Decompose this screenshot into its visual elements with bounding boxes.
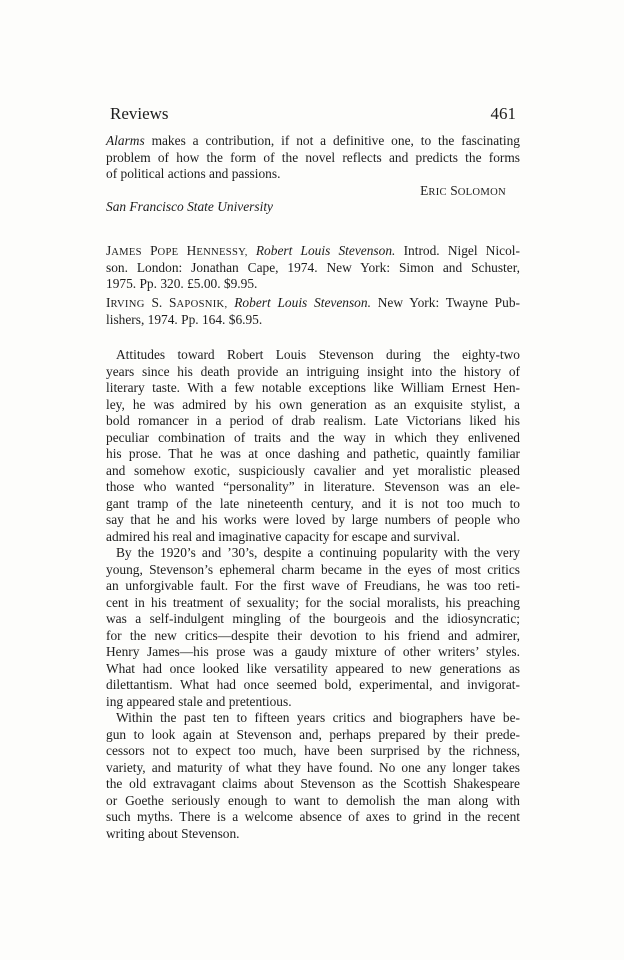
text-line: cessors not to expect too much, have been surprised by the richness, <box>106 743 520 758</box>
review-body <box>106 347 520 842</box>
text-fragment: Introd. Nigel Nicol- <box>395 243 520 258</box>
text-line: Henry James—his prose was a gaudy mixture of other writers’ styles. <box>106 644 520 659</box>
text-line: peculiar combination of traits and the way in which they enlivened <box>106 429 520 445</box>
text-line: literary taste. With a few notable exceptions like William Ernest Hen- <box>106 380 520 395</box>
text-line: What had once looked like versatility appeared to new generations as <box>106 660 520 676</box>
text-line <box>106 133 520 150</box>
running-head-title: Reviews <box>110 104 169 123</box>
book-title-italic: Robert Louis Stevenson. <box>234 295 371 310</box>
author-name-rest: AMES <box>111 247 142 258</box>
reviewer-initial: E <box>420 182 429 198</box>
text-line: dilettantism. What had once seemed bold, experimental, and invigorat- <box>106 677 520 692</box>
author-initial: H <box>186 243 197 258</box>
text-line: admired his real and imaginative capacity for escape and survival. <box>106 528 460 544</box>
text-fragment: makes a contribution, if not a definitive one, to the fascinating <box>144 133 520 148</box>
running-head <box>110 104 516 128</box>
text-line: an unforgivable fault. For the first wave of Freudians, he was too reti- <box>106 578 520 593</box>
reviewer-initial: S <box>450 182 458 198</box>
author-initial: P <box>150 243 158 258</box>
text-line: Attitudes toward Robert Louis Stevenson during the eighty-two <box>116 347 520 362</box>
text-line: those who wanted “personality” in literature. Stevenson was an ele- <box>106 479 520 494</box>
text-line: young, Stevenson’s ephemeral charm became in the eyes of most critics <box>106 561 520 577</box>
author-name-rest: RVING <box>110 299 145 310</box>
text-line: variety, and maturity of what they have found. No one any longer takes <box>106 759 520 775</box>
text-line: ley, he was admired by his own generation as an exquisite stylist, a <box>106 396 520 412</box>
text-line: his prose. That he was at once dashing and pathetic, quaintly familiar <box>106 446 520 461</box>
citation-hennessy <box>106 243 520 293</box>
text-line: such myths. There is a welcome absence of axes to grind in the recent <box>106 809 520 824</box>
citation-line: 1975. Pp. 320. £5.00. $9.95. <box>106 276 258 291</box>
text-line: problem of how the form of the novel reflects and predicts the forms <box>106 149 520 165</box>
book-title-italic: Robert Louis Stevenson. <box>255 243 396 258</box>
text-line: say that he and his works were loved by large numbers of people who <box>106 512 520 527</box>
paragraph-3 <box>106 710 520 842</box>
text-line: or Goethe seriously enough to want to demolish the man along with <box>106 792 520 808</box>
text-line: writing about Stevenson. <box>106 825 240 841</box>
text-line: gant tramp of the late nineteenth century, and it is not too much to <box>106 495 520 511</box>
author-name-rest: APOSNIK, <box>176 299 228 310</box>
text-line: Within the past ten to fifteen years critics and biographers have be- <box>116 710 520 725</box>
author-middle-initial: S. <box>144 295 170 310</box>
previous-review-tail <box>106 133 520 216</box>
text-line: for the new critics—despite their devotion to his friend and admirer, <box>106 627 520 643</box>
reviewer-signature <box>106 183 520 200</box>
text-line: By the 1920’s and ’30’s, despite a continuing popularity with the very <box>116 545 520 560</box>
reviewer-name-rest: OLOMON <box>457 186 506 198</box>
citation-line: lishers, 1974. Pp. 164. $6.95. <box>106 311 263 327</box>
text-line: was a self-indulgent mingling of the bourgeois and the idiosyncratic; <box>106 611 520 626</box>
page-number: 461 <box>490 104 516 123</box>
text-line: gun to look again at Stevenson and, perhaps prepared by their prede- <box>106 726 520 742</box>
paragraph-2 <box>106 545 520 710</box>
citation-saposnik <box>106 295 520 328</box>
author-initial: J <box>106 243 112 258</box>
text-line: cent in his treatment of sexuality; for the social moralists, his preaching <box>106 594 520 610</box>
text-line: years since his death provide an intriguing insight into the history of <box>106 363 520 379</box>
citation-line <box>106 243 520 260</box>
paragraph-1 <box>106 347 520 545</box>
text-line: ing appeared stale and pretentious. <box>106 693 292 709</box>
text-line: bold romancer in a period of drab realism. Late Victorians liked his <box>106 413 520 428</box>
author-name-rest: OPE <box>157 247 179 258</box>
text-line: of political actions and passions. <box>106 166 281 181</box>
author-name-rest: ENNESSY, <box>196 247 248 258</box>
text-line: the old extravagant claims about Stevenson as the Scottish Shakespeare <box>106 776 520 791</box>
text-fragment: New York: Twayne Pub- <box>370 295 520 310</box>
citation-line <box>106 295 520 312</box>
reviewer-name-rest: RIC <box>428 186 447 198</box>
book-title-italic: Alarms <box>106 133 145 148</box>
reviewer-affiliation: San Francisco State University <box>106 199 273 214</box>
author-initial: S <box>169 295 177 310</box>
text-line: and somehow exotic, suspiciously cavalier and yet moralistic pleased <box>106 462 520 478</box>
author-initial: I <box>106 295 111 310</box>
citation-line: son. London: Jonathan Cape, 1974. New York: Simon and Schuster, <box>106 259 520 275</box>
